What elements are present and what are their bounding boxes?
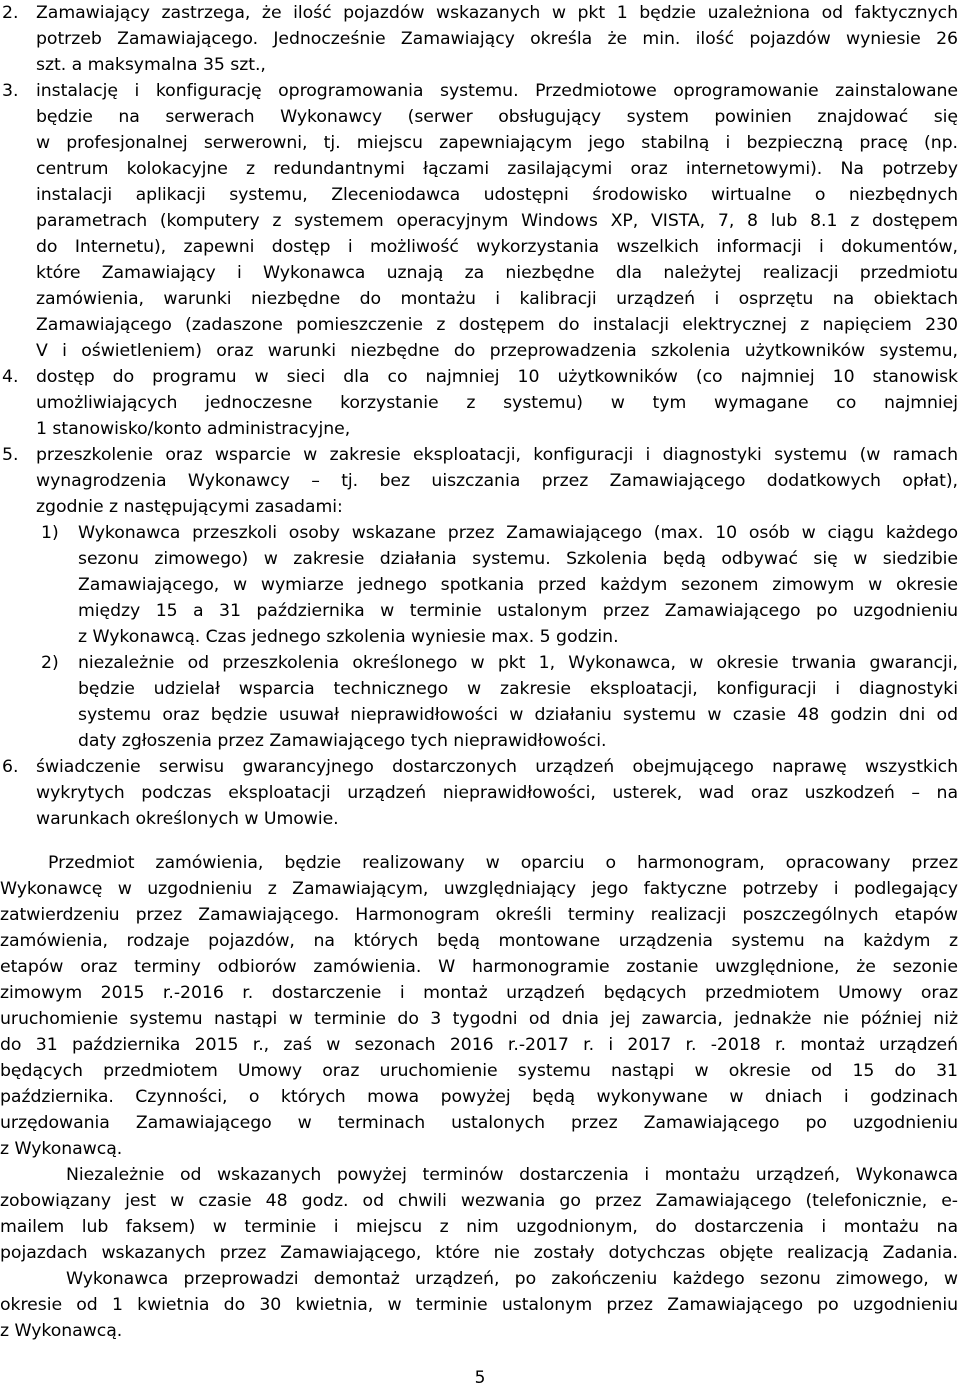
- list-number: 6.: [2, 757, 19, 777]
- line-text: Przedmiot zamówienia, będzie realizowany w oparciu o harmonogram, opracowany przez: [48, 853, 958, 873]
- line-text: urzędowania Zamawiającego w terminach ustalonych przez Zamawiającego po uzgodnieniu: [0, 1113, 958, 1133]
- line-text: potrzeb Zamawiającego. Jednocześnie Zamawiający określa że min. ilość pojazdów wyniesie 26: [36, 29, 958, 49]
- line-text: centrum kolokacyjne z redundantnymi łączami zasilającymi oraz internetowymi). Na potrzeby: [36, 159, 958, 179]
- list-item-line: [0, 0, 960, 26]
- paragraph-line: [0, 1240, 960, 1266]
- paragraph-line: [0, 902, 960, 928]
- list-item-line: [0, 572, 960, 598]
- paragraph-line: [0, 1058, 960, 1084]
- paragraph-line: [0, 1110, 960, 1136]
- line-text: Wykonawca przeszkoli osoby wskazane przez Zamawiającego (max. 10 osób w ciągu każdego: [78, 523, 958, 543]
- line-text: wykrytych podczas eksploatacji urządzeń nieprawidłowości, usterek, wad oraz uszkodzeń – na: [36, 783, 958, 803]
- list-number: 5.: [2, 445, 19, 465]
- paragraph-line: [0, 1318, 960, 1344]
- line-text: przeszkolenie oraz wsparcie w zakresie eksploatacji, konfiguracji i diagnostyki systemu (w ramach: [36, 445, 958, 465]
- line-text: umożliwiających jednoczesne korzystanie z systemu) w tym wymagane co najmniej: [36, 393, 958, 413]
- line-text: uruchomienie systemu nastąpi w terminie do 3 tygodni od dnia jej zawarcia, jednakże nie później niż: [0, 1009, 958, 1029]
- line-text: do Internetu), zapewni dostęp i możliwość wykorzystania wszelkich informacji i dokumentów,: [36, 237, 958, 257]
- list-item-line: [0, 52, 960, 78]
- list-item-line: [0, 806, 960, 832]
- list-item-line: [0, 442, 960, 468]
- line-text: zamówienia, rodzaje pojazdów, na których będą montowane urządzenia systemu na każdym z: [0, 931, 958, 951]
- list-item-line: [0, 598, 960, 624]
- line-text: wynagrodzenia Wykonawcy – tj. bez uiszczania przez Zamawiającego dodatkowych opłat),: [36, 471, 958, 491]
- line-text: które Zamawiający i Wykonawca uznają za niezbędne dla należytej realizacji przedmiotu: [36, 263, 958, 283]
- paragraph-line: [0, 954, 960, 980]
- paragraph-line: [0, 1084, 960, 1110]
- paragraph-line: [0, 876, 960, 902]
- line-text: z Wykonawcą.: [0, 1139, 123, 1159]
- line-text: w profesjonalnej serwerowni, tj. miejscu zapewniającym jego stabilną i bezpieczną pracę (np.: [36, 133, 958, 153]
- list-item-line: [0, 676, 960, 702]
- list-item-line: [0, 364, 960, 390]
- line-text: Zamawiającego (zadaszone pomieszczenie z dostępem do instalacji elektrycznej z napięciem 230: [36, 315, 958, 335]
- list-item-line: [0, 416, 960, 442]
- line-text: między 15 a 31 października w terminie ustalonym przez Zamawiającego po uzgodnieniu: [78, 601, 958, 621]
- line-text: będzie udzielał wsparcia technicznego w zakresie eksploatacji, konfiguracji i diagnostyki: [78, 679, 958, 699]
- line-text: pojazdach wskazanych przez Zamawiającego, które nie zostały dotychczas objęte realizacją Zadania.: [0, 1243, 958, 1263]
- list-item-line: [0, 754, 960, 780]
- line-text: Zamawiającego, w wymiarze jednego spotkania przed każdym sezonem zimowym w okresie: [78, 575, 958, 595]
- paragraph-line: [0, 928, 960, 954]
- paragraph-line: [0, 1214, 960, 1240]
- line-text: października. Czynności, o których mowa powyżej będą wykonywane w dniach i godzinach: [0, 1087, 958, 1107]
- page-number: 5: [474, 1368, 486, 1388]
- paragraph-line: [0, 1266, 960, 1292]
- paragraph-line: [0, 1188, 960, 1214]
- list-item-line: [0, 780, 960, 806]
- line-text: z Wykonawcą.: [0, 1321, 123, 1341]
- line-text: systemu oraz będzie usuwał nieprawidłowości w działaniu systemu w czasie 48 godzin dni od: [78, 705, 958, 725]
- list-item-line: [0, 728, 960, 754]
- line-text: będzie na serwerach Wykonawcy (serwer obsługujący system powinien znajdować się: [36, 107, 958, 127]
- list-item-line: [0, 260, 960, 286]
- line-text: Wykonawca przeprowadzi demontaż urządzeń, po zakończeniu każdego sezonu zimowego, w: [66, 1269, 958, 1289]
- list-item-line: [0, 286, 960, 312]
- paragraph-line: [0, 980, 960, 1006]
- list-item-line: [0, 650, 960, 676]
- list-item-line: [0, 494, 960, 520]
- list-item-line: [0, 390, 960, 416]
- list-item-line: [0, 104, 960, 130]
- list-item-line: [0, 338, 960, 364]
- line-text: szt. a maksymalna 35 szt.,: [36, 55, 266, 75]
- line-text: mailem lub faksem) w terminie i miejscu z nim uzgodnionym, do dostarczenia i montażu na: [0, 1217, 958, 1237]
- paragraph-line: [0, 1006, 960, 1032]
- list-item-line: [0, 130, 960, 156]
- list-item-line: [0, 546, 960, 572]
- line-text: Niezależnie od wskazanych powyżej terminów dostarczenia i montażu urządzeń, Wykonawca: [66, 1165, 958, 1185]
- line-text: Zamawiający zastrzega, że ilość pojazdów wskazanych w pkt 1 będzie uzależniona od faktycznych: [36, 3, 958, 23]
- list-item-line: [0, 182, 960, 208]
- list-number: 3.: [2, 81, 19, 101]
- list-number: 2.: [2, 3, 19, 23]
- line-text: okresie od 1 kwietnia do 30 kwietnia, w terminie ustalonym przez Zamawiającego po uzgodnieniu: [0, 1295, 958, 1315]
- list-number: 1): [41, 523, 59, 543]
- line-text: daty zgłoszenia przez Zamawiającego tych nieprawidłowości.: [78, 731, 607, 751]
- list-item-line: [0, 702, 960, 728]
- list-item-line: [0, 78, 960, 104]
- paragraph-line: [0, 1136, 960, 1162]
- list-item-line: [0, 208, 960, 234]
- list-item-line: [0, 156, 960, 182]
- line-text: instalację i konfigurację oprogramowania systemu. Przedmiotowe oprogramowanie zainstalowane: [36, 81, 958, 101]
- list-item-line: [0, 520, 960, 546]
- list-number: 4.: [2, 367, 19, 387]
- line-text: dostęp do programu w sieci dla co najmniej 10 użytkowników (co najmniej 10 stanowisk: [36, 367, 958, 387]
- line-text: 1 stanowisko/konto administracyjne,: [36, 419, 351, 439]
- line-text: świadczenie serwisu gwarancyjnego dostarczonych urządzeń obejmującego naprawę wszystkich: [36, 757, 958, 777]
- line-text: zatwierdzeniu przez Zamawiającego. Harmonogram określi terminy realizacji poszczególnych etapów: [0, 905, 958, 925]
- line-text: niezależnie od przeszkolenia określonego w pkt 1, Wykonawca, w okresie trwania gwarancji,: [78, 653, 958, 673]
- paragraph-line: [0, 850, 960, 876]
- list-item-line: [0, 624, 960, 650]
- line-text: etapów oraz terminy odbiorów zamówienia. W harmonogramie zostanie uwzględnione, że sezonie: [0, 957, 958, 977]
- line-text: instalacji aplikacji systemu, Zleceniodawca udostępni środowisko wirtualne o niezbędnych: [36, 185, 958, 205]
- line-text: zobowiązany jest w czasie 48 godz. od chwili wezwania go przez Zamawiającego (telefonicznie, e-: [0, 1191, 958, 1211]
- line-text: zimowym 2015 r.-2016 r. dostarczenie i montaż urządzeń będących przedmiotem Umowy oraz: [0, 983, 958, 1003]
- list-item-line: [0, 468, 960, 494]
- line-text: do 31 października 2015 r., zaś w sezonach 2016 r.-2017 r. i 2017 r. -2018 r. montaż urządzeń: [0, 1035, 958, 1055]
- line-text: V i oświetleniem) oraz warunki niezbędne do przeprowadzenia szkolenia użytkowników systemu,: [36, 341, 958, 361]
- line-text: Wykonawcę w uzgodnieniu z Zamawiającym, uwzględniający jego faktyczne potrzeby i podlegający: [0, 879, 958, 899]
- paragraph-line: [0, 1162, 960, 1188]
- line-text: będących przedmiotem Umowy oraz uruchomienie systemu nastąpi w okresie od 15 do 31: [0, 1061, 958, 1081]
- paragraph-line: [0, 1032, 960, 1058]
- line-text: sezonu zimowego) w zakresie działania systemu. Szkolenia będą odbywać się w siedzibie: [78, 549, 958, 569]
- line-text: z Wykonawcą. Czas jednego szkolenia wyniesie max. 5 godzin.: [78, 627, 619, 647]
- line-text: warunkach określonych w Umowie.: [36, 809, 339, 829]
- list-item-line: [0, 312, 960, 338]
- line-text: zgodnie z następującymi zasadami:: [36, 497, 343, 517]
- line-text: zamówienia, warunki niezbędne do montażu i kalibracji urządzeń i osprzętu na obiektach: [36, 289, 958, 309]
- list-item-line: [0, 234, 960, 260]
- paragraph-line: [0, 1292, 960, 1318]
- line-text: parametrach (komputery z systemem operacyjnym Windows XP, VISTA, 7, 8 lub 8.1 z dostępem: [36, 211, 958, 231]
- list-number: 2): [41, 653, 59, 673]
- list-item-line: [0, 26, 960, 52]
